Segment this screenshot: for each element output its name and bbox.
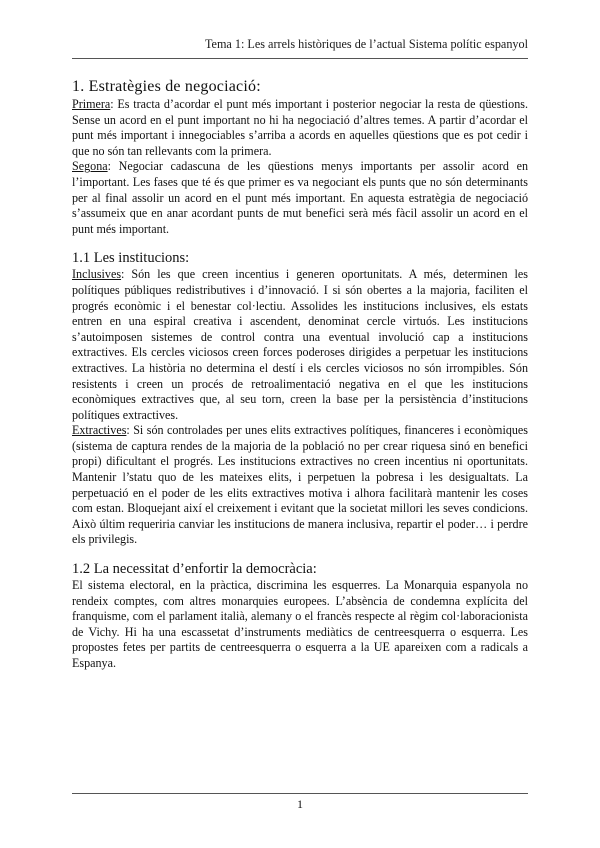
term-segona: Segona bbox=[72, 159, 108, 174]
paragraph-inclusive bbox=[72, 267, 528, 423]
term-extractives: Extractives bbox=[72, 423, 127, 438]
paragraph-democracy: El sistema electoral, en la pràctica, discrimina les esquerres. La Monarquia espanyola no rendeix comptes, com altres monarquies europees. L’absència de condemna explícita del franquisme, com el parlament italià, alemany o el francès respecte al règim col·laboracionista de Vichy. Hi ha una escassetat d’instruments mediàtics de centreesquerra o esquerra. Les propostes fetes per partits de centreesquerra o esquerra a la UE apareixen com a radicals a Espanya. bbox=[72, 578, 528, 670]
page-number: 1 bbox=[297, 797, 303, 811]
section-heading-institutions: 1.1 Les institucions: bbox=[72, 250, 190, 267]
section-heading-negotiation: 1. Estratègies de negociació: bbox=[72, 78, 261, 95]
paragraph-text: : Es tracta d’acordar el punt més important i posterior negociar la resta de qüestions. Sense un acord en el punt important no hi ha negociació d’altres temes. A partir d’acordar el punt més important i innegociables s’arriba a acords en aquelles qüestions que es pot cedir i que no són tan rellevants com la primera. bbox=[72, 97, 528, 158]
section-heading-democracy: 1.2 La necessitat d’enfortir la democràcia: bbox=[72, 561, 317, 578]
paragraph-extractive bbox=[72, 423, 528, 548]
header-divider bbox=[72, 58, 528, 59]
paragraph-text: : Negociar cadascuna de les qüestions menys importants per assolir acord en l’important. Les fases que té és que primer es va negociant els punts que no són determinants per al final assolir un acord en el punt més important. En aquesta estratègia de negociació s’assumeix que en anar acordant punts de mut benefici serà més fàcil assolir un acord en el punt més important. bbox=[72, 159, 528, 236]
page-body bbox=[72, 66, 528, 672]
paragraph-text: : Si són controlades per unes elits extractives polítiques, financeres i econòmiques (sistema de captura rendes de la majoria de la població no per crear riquesa sinó en benefici propi) dificultant el progrés. Les institucions extractives no creen incentius ni oportunitats. Mantenir l’statu quo de les mateixes elits, i perpetuen la pobresa i les desigualtats. La perpetuació en el poder de les elits extractives motiva i alhora facilitarà mantenir les coses com estan. Bloquejant així el creixement i evitant que la societat millori les seves condicions. Això últim requeriria canviar les institucions de manera inclusiva, repartir el poder… i perdre els privilegis. bbox=[72, 423, 528, 547]
paragraph-first-strategy bbox=[72, 97, 528, 159]
footer-divider bbox=[72, 793, 528, 794]
term-primera: Primera bbox=[72, 97, 111, 111]
paragraph-text: : Són les que creen incentius i generen oportunitats. A més, determinen les polítiques públiques redistributives i d’innovació. I si són obertes a la majoria, faciliten el progrés econòmic i el benestar col·lectiu. Assolides les institucions inclusives, els estats entren en una espiral creativa i ascendent, denominat cercle virtuós. Les institucions s’autoimposen sistemes de control contra una eventual involució cap a institucions extractives. Els cercles viciosos creen forces poderoses dirigides a perpetuar les institucions extractives. La història no determina el destí i els cercles viciosos no són irrompibles. Són resistents i creen un procés de retroalimentació negativa en el que les institucions econòmiques extractives que, al seu torn, creen la base per la persistència d’institucions polítiques extractives. bbox=[72, 267, 528, 422]
running-header: Tema 1: Les arrels històriques de l’actual Sistema polític espanyol bbox=[204, 37, 528, 51]
term-inclusives: Inclusives bbox=[72, 267, 122, 282]
paragraph-second-strategy bbox=[72, 159, 528, 237]
